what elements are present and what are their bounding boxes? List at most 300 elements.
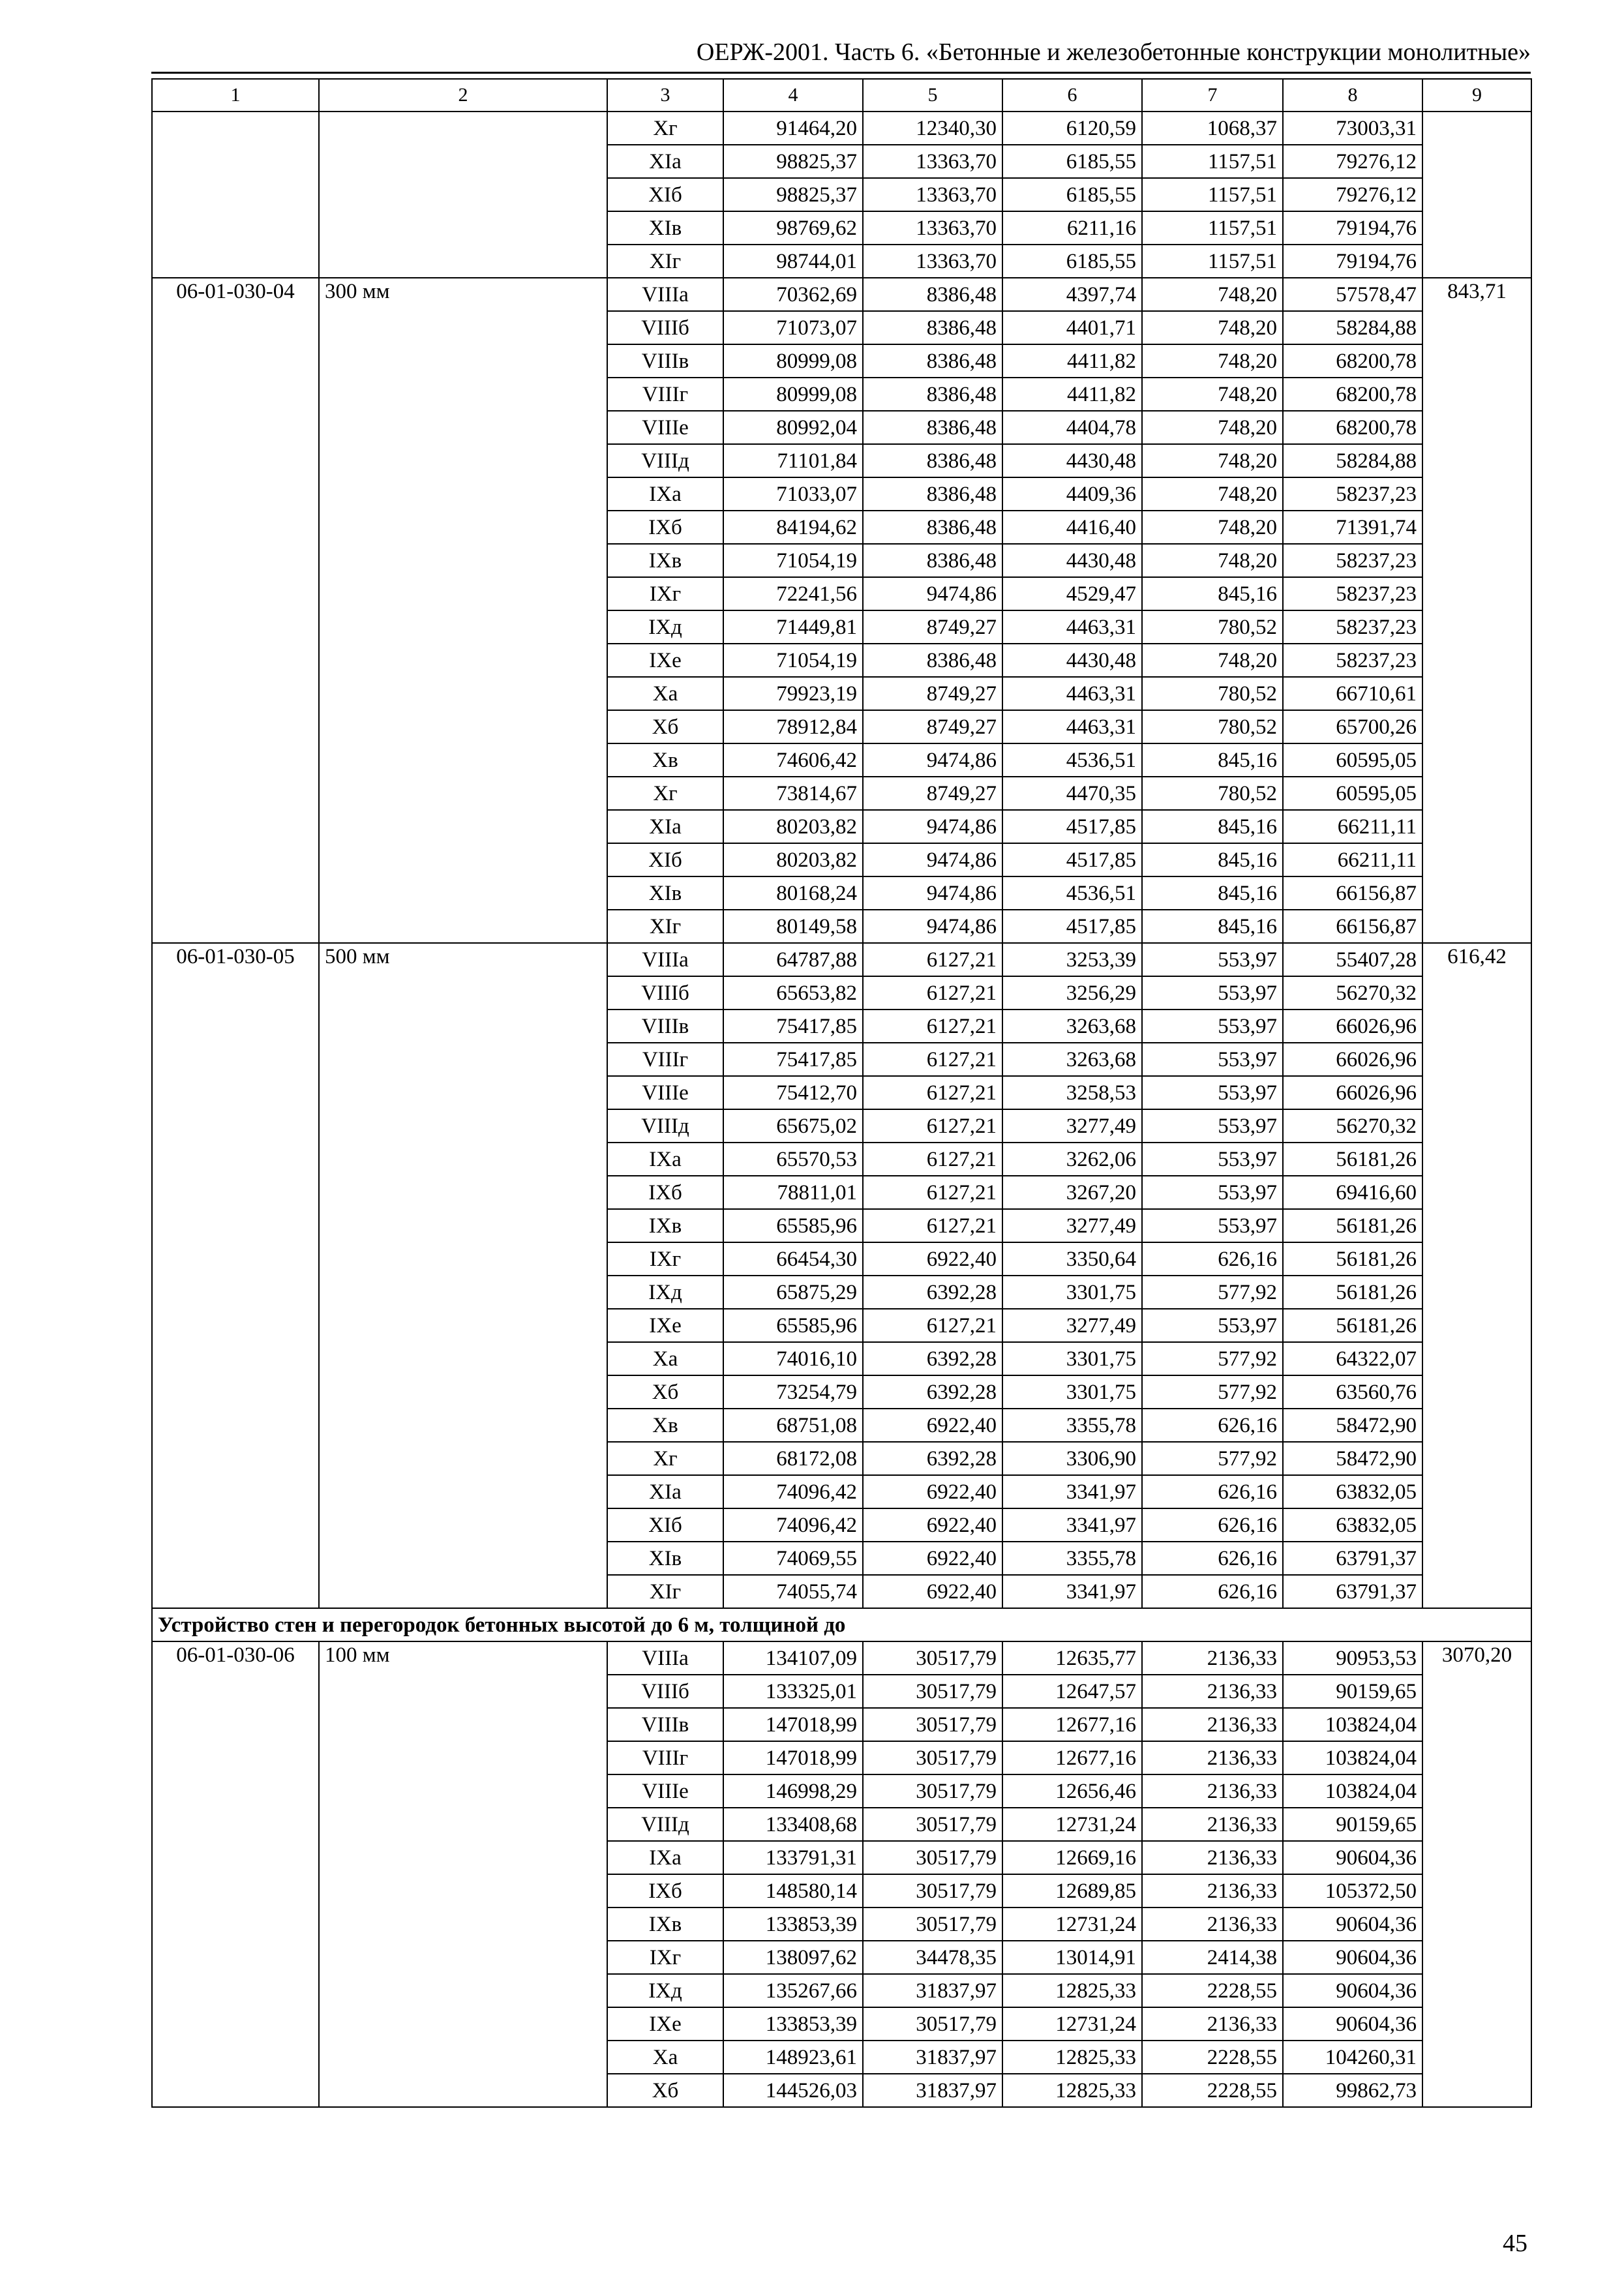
materials-cell: 66156,87	[1283, 876, 1422, 910]
zone-cell: IXв	[607, 1209, 723, 1242]
materials-cell: 71391,74	[1283, 511, 1422, 544]
machines-cell: 12689,85	[1002, 1874, 1142, 1908]
zone-cell: XIв	[607, 211, 723, 245]
column-number: 7	[1142, 79, 1283, 112]
drivers-wages-cell: 1157,51	[1142, 245, 1283, 278]
drivers-wages-cell: 1157,51	[1142, 211, 1283, 245]
drivers-wages-cell: 577,92	[1142, 1375, 1283, 1409]
total-cost-cell: 71101,84	[723, 444, 863, 477]
zone-cell: VIIIе	[607, 1774, 723, 1808]
machines-cell: 3301,75	[1002, 1276, 1142, 1309]
materials-cell: 90159,65	[1283, 1675, 1422, 1708]
total-cost-cell: 68751,08	[723, 1409, 863, 1442]
thickness-cell: 500 мм	[319, 943, 607, 1608]
materials-cell: 63791,37	[1283, 1575, 1422, 1608]
machines-cell: 6211,16	[1002, 211, 1142, 245]
machines-cell: 4536,51	[1002, 743, 1142, 777]
machines-cell: 12825,33	[1002, 2074, 1142, 2107]
materials-cell: 90604,36	[1283, 1841, 1422, 1874]
drivers-wages-cell: 845,16	[1142, 743, 1283, 777]
materials-cell: 103824,04	[1283, 1774, 1422, 1808]
total-cost-cell: 80203,82	[723, 843, 863, 876]
materials-cell: 58237,23	[1283, 544, 1422, 577]
column-number: 6	[1002, 79, 1142, 112]
zone-cell: IXе	[607, 2007, 723, 2041]
materials-cell: 63560,76	[1283, 1375, 1422, 1409]
materials-cell: 103824,04	[1283, 1708, 1422, 1741]
column-number: 3	[607, 79, 723, 112]
zone-cell: Xг	[607, 112, 723, 145]
materials-cell: 56181,26	[1283, 1143, 1422, 1176]
drivers-wages-cell: 748,20	[1142, 378, 1283, 411]
materials-cell: 90604,36	[1283, 1941, 1422, 1974]
materials-cell: 58472,90	[1283, 1409, 1422, 1442]
drivers-wages-cell: 2136,33	[1142, 1808, 1283, 1841]
materials-cell: 58237,23	[1283, 644, 1422, 677]
drivers-wages-cell: 2136,33	[1142, 1774, 1283, 1808]
drivers-wages-cell: 553,97	[1142, 1143, 1283, 1176]
drivers-wages-cell: 748,20	[1142, 278, 1283, 311]
drivers-wages-cell: 845,16	[1142, 810, 1283, 843]
drivers-wages-cell: 2136,33	[1142, 1908, 1283, 1941]
wages-cell: 9474,86	[863, 843, 1002, 876]
materials-cell: 73003,31	[1283, 112, 1422, 145]
rate-code-cell	[152, 112, 319, 278]
wages-cell: 34478,35	[863, 1941, 1002, 1974]
column-number-row	[152, 79, 1531, 112]
drivers-wages-cell: 553,97	[1142, 943, 1283, 976]
materials-cell: 66710,61	[1283, 677, 1422, 710]
drivers-wages-cell: 553,97	[1142, 1209, 1283, 1242]
wages-cell: 30517,79	[863, 1741, 1002, 1774]
total-cost-cell: 148923,61	[723, 2041, 863, 2074]
wages-cell: 30517,79	[863, 1675, 1002, 1708]
wages-cell: 6127,21	[863, 1143, 1002, 1176]
total-cost-cell: 148580,14	[723, 1874, 863, 1908]
machines-cell: 12731,24	[1002, 2007, 1142, 2041]
drivers-wages-cell: 553,97	[1142, 1010, 1283, 1043]
zone-cell: VIIIг	[607, 1043, 723, 1076]
drivers-wages-cell: 780,52	[1142, 777, 1283, 810]
zone-cell: IXв	[607, 544, 723, 577]
materials-cell: 66211,11	[1283, 810, 1422, 843]
machines-cell: 3301,75	[1002, 1375, 1142, 1409]
section-title: Устройство стен и перегородок бетонных высотой до 6 м, толщиной до	[152, 1608, 1531, 1641]
materials-cell: 58237,23	[1283, 477, 1422, 511]
machines-cell: 4517,85	[1002, 843, 1142, 876]
machines-cell: 3306,90	[1002, 1442, 1142, 1475]
wages-cell: 13363,70	[863, 145, 1002, 178]
total-cost-cell: 98744,01	[723, 245, 863, 278]
thickness-cell	[319, 112, 607, 278]
wages-cell: 6127,21	[863, 1309, 1002, 1342]
zone-cell: IXв	[607, 1908, 723, 1941]
drivers-wages-cell: 2228,55	[1142, 2074, 1283, 2107]
zone-cell: VIIIг	[607, 1741, 723, 1774]
drivers-wages-cell: 1157,51	[1142, 178, 1283, 211]
total-cost-cell: 80992,04	[723, 411, 863, 444]
zone-cell: VIIIе	[607, 1076, 723, 1109]
total-cost-cell: 75417,85	[723, 1010, 863, 1043]
wages-cell: 6127,21	[863, 1109, 1002, 1143]
materials-cell: 68200,78	[1283, 411, 1422, 444]
wages-cell: 6922,40	[863, 1242, 1002, 1276]
drivers-wages-cell: 780,52	[1142, 610, 1283, 644]
drivers-wages-cell: 748,20	[1142, 477, 1283, 511]
total-cost-cell: 73254,79	[723, 1375, 863, 1409]
zone-cell: Xг	[607, 1442, 723, 1475]
total-cost-cell: 65585,96	[723, 1209, 863, 1242]
machines-cell: 3277,49	[1002, 1109, 1142, 1143]
total-cost-cell: 74069,55	[723, 1542, 863, 1575]
zone-cell: XIб	[607, 843, 723, 876]
drivers-wages-cell: 577,92	[1142, 1442, 1283, 1475]
total-cost-cell: 64787,88	[723, 943, 863, 976]
drivers-wages-cell: 2228,55	[1142, 2041, 1283, 2074]
wages-cell: 8386,48	[863, 444, 1002, 477]
zone-cell: IXб	[607, 511, 723, 544]
materials-cell: 69416,60	[1283, 1176, 1422, 1209]
zone-cell: VIIIб	[607, 311, 723, 344]
wages-cell: 8749,27	[863, 610, 1002, 644]
drivers-wages-cell: 626,16	[1142, 1508, 1283, 1542]
drivers-wages-cell: 553,97	[1142, 1109, 1283, 1143]
zone-cell: XIг	[607, 910, 723, 943]
machines-cell: 13014,91	[1002, 1941, 1142, 1974]
materials-cell: 104260,31	[1283, 2041, 1422, 2074]
machines-cell: 3341,97	[1002, 1508, 1142, 1542]
wages-cell: 6127,21	[863, 943, 1002, 976]
machines-cell: 4401,71	[1002, 311, 1142, 344]
total-cost-cell: 75412,70	[723, 1076, 863, 1109]
machines-cell: 3263,68	[1002, 1043, 1142, 1076]
machines-cell: 12825,33	[1002, 1974, 1142, 2007]
machines-cell: 3355,78	[1002, 1542, 1142, 1575]
drivers-wages-cell: 2136,33	[1142, 1641, 1283, 1675]
machines-cell: 3262,06	[1002, 1143, 1142, 1176]
total-cost-cell: 98825,37	[723, 145, 863, 178]
wages-cell: 6127,21	[863, 1043, 1002, 1076]
drivers-wages-cell: 845,16	[1142, 577, 1283, 610]
zone-cell: XIа	[607, 1475, 723, 1508]
drivers-wages-cell: 780,52	[1142, 677, 1283, 710]
drivers-wages-cell: 2136,33	[1142, 1741, 1283, 1774]
wages-cell: 6127,21	[863, 976, 1002, 1010]
materials-cell: 79276,12	[1283, 178, 1422, 211]
materials-cell: 105372,50	[1283, 1874, 1422, 1908]
wages-cell: 8386,48	[863, 511, 1002, 544]
total-cost-cell: 71033,07	[723, 477, 863, 511]
materials-cell: 56181,26	[1283, 1242, 1422, 1276]
wages-cell: 6922,40	[863, 1475, 1002, 1508]
wages-cell: 6127,21	[863, 1176, 1002, 1209]
wages-cell: 8386,48	[863, 378, 1002, 411]
drivers-wages-cell: 748,20	[1142, 411, 1283, 444]
wages-cell: 8386,48	[863, 544, 1002, 577]
unit-price-cell: 843,71	[1422, 278, 1531, 943]
materials-cell: 79194,76	[1283, 211, 1422, 245]
total-cost-cell: 78811,01	[723, 1176, 863, 1209]
wages-cell: 9474,86	[863, 810, 1002, 843]
wages-cell: 13363,70	[863, 178, 1002, 211]
zone-cell: VIIIв	[607, 1708, 723, 1741]
page-number: 45	[1503, 2230, 1527, 2257]
zone-cell: IXг	[607, 577, 723, 610]
total-cost-cell: 91464,20	[723, 112, 863, 145]
machines-cell: 4463,31	[1002, 710, 1142, 743]
total-cost-cell: 133853,39	[723, 2007, 863, 2041]
column-number: 1	[152, 79, 319, 112]
wages-cell: 31837,97	[863, 2074, 1002, 2107]
zone-cell: VIIIб	[607, 976, 723, 1010]
zone-cell: VIIIд	[607, 444, 723, 477]
table-row	[152, 943, 1531, 976]
zone-cell: XIв	[607, 876, 723, 910]
zone-cell: VIIIа	[607, 943, 723, 976]
total-cost-cell: 65675,02	[723, 1109, 863, 1143]
wages-cell: 6392,28	[863, 1375, 1002, 1409]
materials-cell: 99862,73	[1283, 2074, 1422, 2107]
materials-cell: 90604,36	[1283, 2007, 1422, 2041]
materials-cell: 66026,96	[1283, 1043, 1422, 1076]
machines-cell: 12731,24	[1002, 1808, 1142, 1841]
page-header-title: ОЕРЖ-2001. Часть 6. «Бетонные и железобетонные конструкции монолитные»	[696, 38, 1531, 66]
total-cost-cell: 71054,19	[723, 644, 863, 677]
wages-cell: 30517,79	[863, 1808, 1002, 1841]
drivers-wages-cell: 2414,38	[1142, 1941, 1283, 1974]
drivers-wages-cell: 553,97	[1142, 1309, 1283, 1342]
machines-cell: 12647,57	[1002, 1675, 1142, 1708]
table-row	[152, 278, 1531, 311]
machines-cell: 3350,64	[1002, 1242, 1142, 1276]
zone-cell: XIг	[607, 1575, 723, 1608]
drivers-wages-cell: 577,92	[1142, 1342, 1283, 1375]
zone-cell: Xа	[607, 2041, 723, 2074]
wages-cell: 6922,40	[863, 1542, 1002, 1575]
materials-cell: 63832,05	[1283, 1475, 1422, 1508]
total-cost-cell: 74096,42	[723, 1475, 863, 1508]
materials-cell: 68200,78	[1283, 378, 1422, 411]
machines-cell: 3263,68	[1002, 1010, 1142, 1043]
zone-cell: Xб	[607, 710, 723, 743]
price-table	[151, 78, 1532, 2108]
zone-cell: Xа	[607, 1342, 723, 1375]
zone-cell: VIIIа	[607, 1641, 723, 1675]
machines-cell: 4430,48	[1002, 444, 1142, 477]
machines-cell: 4470,35	[1002, 777, 1142, 810]
table-row	[152, 112, 1531, 145]
zone-cell: VIIIб	[607, 1675, 723, 1708]
wages-cell: 6922,40	[863, 1575, 1002, 1608]
wages-cell: 30517,79	[863, 1908, 1002, 1941]
zone-cell: Xа	[607, 677, 723, 710]
total-cost-cell: 80149,58	[723, 910, 863, 943]
machines-cell: 4409,36	[1002, 477, 1142, 511]
total-cost-cell: 71449,81	[723, 610, 863, 644]
materials-cell: 79276,12	[1283, 145, 1422, 178]
machines-cell: 12731,24	[1002, 1908, 1142, 1941]
materials-cell: 64322,07	[1283, 1342, 1422, 1375]
drivers-wages-cell: 748,20	[1142, 644, 1283, 677]
wages-cell: 30517,79	[863, 1774, 1002, 1808]
materials-cell: 79194,76	[1283, 245, 1422, 278]
materials-cell: 90953,53	[1283, 1641, 1422, 1675]
wages-cell: 6392,28	[863, 1276, 1002, 1309]
drivers-wages-cell: 626,16	[1142, 1475, 1283, 1508]
total-cost-cell: 78912,84	[723, 710, 863, 743]
machines-cell: 3267,20	[1002, 1176, 1142, 1209]
zone-cell: IXд	[607, 1276, 723, 1309]
machines-cell: 12677,16	[1002, 1708, 1142, 1741]
unit-price-cell	[1422, 112, 1531, 278]
machines-cell: 3341,97	[1002, 1475, 1142, 1508]
zone-cell: Xб	[607, 2074, 723, 2107]
zone-cell: IXа	[607, 477, 723, 511]
total-cost-cell: 135267,66	[723, 1974, 863, 2007]
zone-cell: XIг	[607, 245, 723, 278]
materials-cell: 56270,32	[1283, 976, 1422, 1010]
table-row	[152, 1641, 1531, 1675]
total-cost-cell: 73814,67	[723, 777, 863, 810]
wages-cell: 8386,48	[863, 411, 1002, 444]
total-cost-cell: 80168,24	[723, 876, 863, 910]
zone-cell: Xг	[607, 777, 723, 810]
machines-cell: 3277,49	[1002, 1309, 1142, 1342]
total-cost-cell: 138097,62	[723, 1941, 863, 1974]
machines-cell: 3277,49	[1002, 1209, 1142, 1242]
drivers-wages-cell: 1068,37	[1142, 112, 1283, 145]
machines-cell: 3355,78	[1002, 1409, 1142, 1442]
wages-cell: 8386,48	[863, 278, 1002, 311]
column-number: 2	[319, 79, 607, 112]
zone-cell: IXа	[607, 1143, 723, 1176]
wages-cell: 13363,70	[863, 245, 1002, 278]
machines-cell: 3341,97	[1002, 1575, 1142, 1608]
materials-cell: 58237,23	[1283, 610, 1422, 644]
total-cost-cell: 84194,62	[723, 511, 863, 544]
drivers-wages-cell: 553,97	[1142, 1176, 1283, 1209]
drivers-wages-cell: 2136,33	[1142, 1708, 1283, 1741]
drivers-wages-cell: 748,20	[1142, 444, 1283, 477]
materials-cell: 103824,04	[1283, 1741, 1422, 1774]
machines-cell: 6120,59	[1002, 112, 1142, 145]
zone-cell: VIIIд	[607, 1109, 723, 1143]
total-cost-cell: 134107,09	[723, 1641, 863, 1675]
zone-cell: VIIIд	[607, 1808, 723, 1841]
drivers-wages-cell: 1157,51	[1142, 145, 1283, 178]
machines-cell: 6185,55	[1002, 245, 1142, 278]
total-cost-cell: 147018,99	[723, 1708, 863, 1741]
price-table-body	[152, 79, 1531, 2107]
materials-cell: 66026,96	[1283, 1010, 1422, 1043]
zone-cell: Xб	[607, 1375, 723, 1409]
zone-cell: XIб	[607, 1508, 723, 1542]
machines-cell: 3253,39	[1002, 943, 1142, 976]
machines-cell: 4397,74	[1002, 278, 1142, 311]
total-cost-cell: 74096,42	[723, 1508, 863, 1542]
materials-cell: 66211,11	[1283, 843, 1422, 876]
materials-cell: 58237,23	[1283, 577, 1422, 610]
materials-cell: 65700,26	[1283, 710, 1422, 743]
wages-cell: 6127,21	[863, 1076, 1002, 1109]
total-cost-cell: 71054,19	[723, 544, 863, 577]
materials-cell: 56181,26	[1283, 1209, 1422, 1242]
materials-cell: 63791,37	[1283, 1542, 1422, 1575]
machines-cell: 4411,82	[1002, 344, 1142, 378]
drivers-wages-cell: 626,16	[1142, 1242, 1283, 1276]
total-cost-cell: 66454,30	[723, 1242, 863, 1276]
wages-cell: 30517,79	[863, 1641, 1002, 1675]
column-number: 4	[723, 79, 863, 112]
unit-price-cell: 3070,20	[1422, 1641, 1531, 2107]
total-cost-cell: 72241,56	[723, 577, 863, 610]
total-cost-cell: 74606,42	[723, 743, 863, 777]
total-cost-cell: 144526,03	[723, 2074, 863, 2107]
drivers-wages-cell: 2228,55	[1142, 1974, 1283, 2007]
wages-cell: 9474,86	[863, 876, 1002, 910]
zone-cell: VIIIе	[607, 411, 723, 444]
wages-cell: 8386,48	[863, 644, 1002, 677]
drivers-wages-cell: 553,97	[1142, 976, 1283, 1010]
drivers-wages-cell: 780,52	[1142, 710, 1283, 743]
total-cost-cell: 133325,01	[723, 1675, 863, 1708]
wages-cell: 30517,79	[863, 1874, 1002, 1908]
wages-cell: 30517,79	[863, 1708, 1002, 1741]
materials-cell: 90604,36	[1283, 1908, 1422, 1941]
materials-cell: 60595,05	[1283, 777, 1422, 810]
column-number: 5	[863, 79, 1002, 112]
rate-code-cell: 06-01-030-04	[152, 278, 319, 943]
zone-cell: IXа	[607, 1841, 723, 1874]
zone-cell: XIа	[607, 810, 723, 843]
total-cost-cell: 133791,31	[723, 1841, 863, 1874]
machines-cell: 4463,31	[1002, 610, 1142, 644]
machines-cell: 12825,33	[1002, 2041, 1142, 2074]
zone-cell: IXб	[607, 1176, 723, 1209]
drivers-wages-cell: 845,16	[1142, 876, 1283, 910]
wages-cell: 6392,28	[863, 1342, 1002, 1375]
thickness-cell: 300 мм	[319, 278, 607, 943]
materials-cell: 55407,28	[1283, 943, 1422, 976]
materials-cell: 66026,96	[1283, 1076, 1422, 1109]
drivers-wages-cell: 626,16	[1142, 1409, 1283, 1442]
zone-cell: XIб	[607, 178, 723, 211]
machines-cell: 4536,51	[1002, 876, 1142, 910]
thickness-cell: 100 мм	[319, 1641, 607, 2107]
zone-cell: IXг	[607, 1941, 723, 1974]
zone-cell: IXд	[607, 610, 723, 644]
total-cost-cell: 133408,68	[723, 1808, 863, 1841]
drivers-wages-cell: 626,16	[1142, 1542, 1283, 1575]
zone-cell: XIв	[607, 1542, 723, 1575]
drivers-wages-cell: 626,16	[1142, 1575, 1283, 1608]
materials-cell: 68200,78	[1283, 344, 1422, 378]
drivers-wages-cell: 748,20	[1142, 544, 1283, 577]
column-number: 9	[1422, 79, 1531, 112]
total-cost-cell: 65585,96	[723, 1309, 863, 1342]
materials-cell: 60595,05	[1283, 743, 1422, 777]
rate-code-cell: 06-01-030-06	[152, 1641, 319, 2107]
total-cost-cell: 98769,62	[723, 211, 863, 245]
zone-cell: VIIIа	[607, 278, 723, 311]
total-cost-cell: 80999,08	[723, 344, 863, 378]
wages-cell: 6127,21	[863, 1010, 1002, 1043]
materials-cell: 63832,05	[1283, 1508, 1422, 1542]
total-cost-cell: 65875,29	[723, 1276, 863, 1309]
zone-cell: VIIIв	[607, 1010, 723, 1043]
zone-cell: XIа	[607, 145, 723, 178]
drivers-wages-cell: 2136,33	[1142, 1675, 1283, 1708]
